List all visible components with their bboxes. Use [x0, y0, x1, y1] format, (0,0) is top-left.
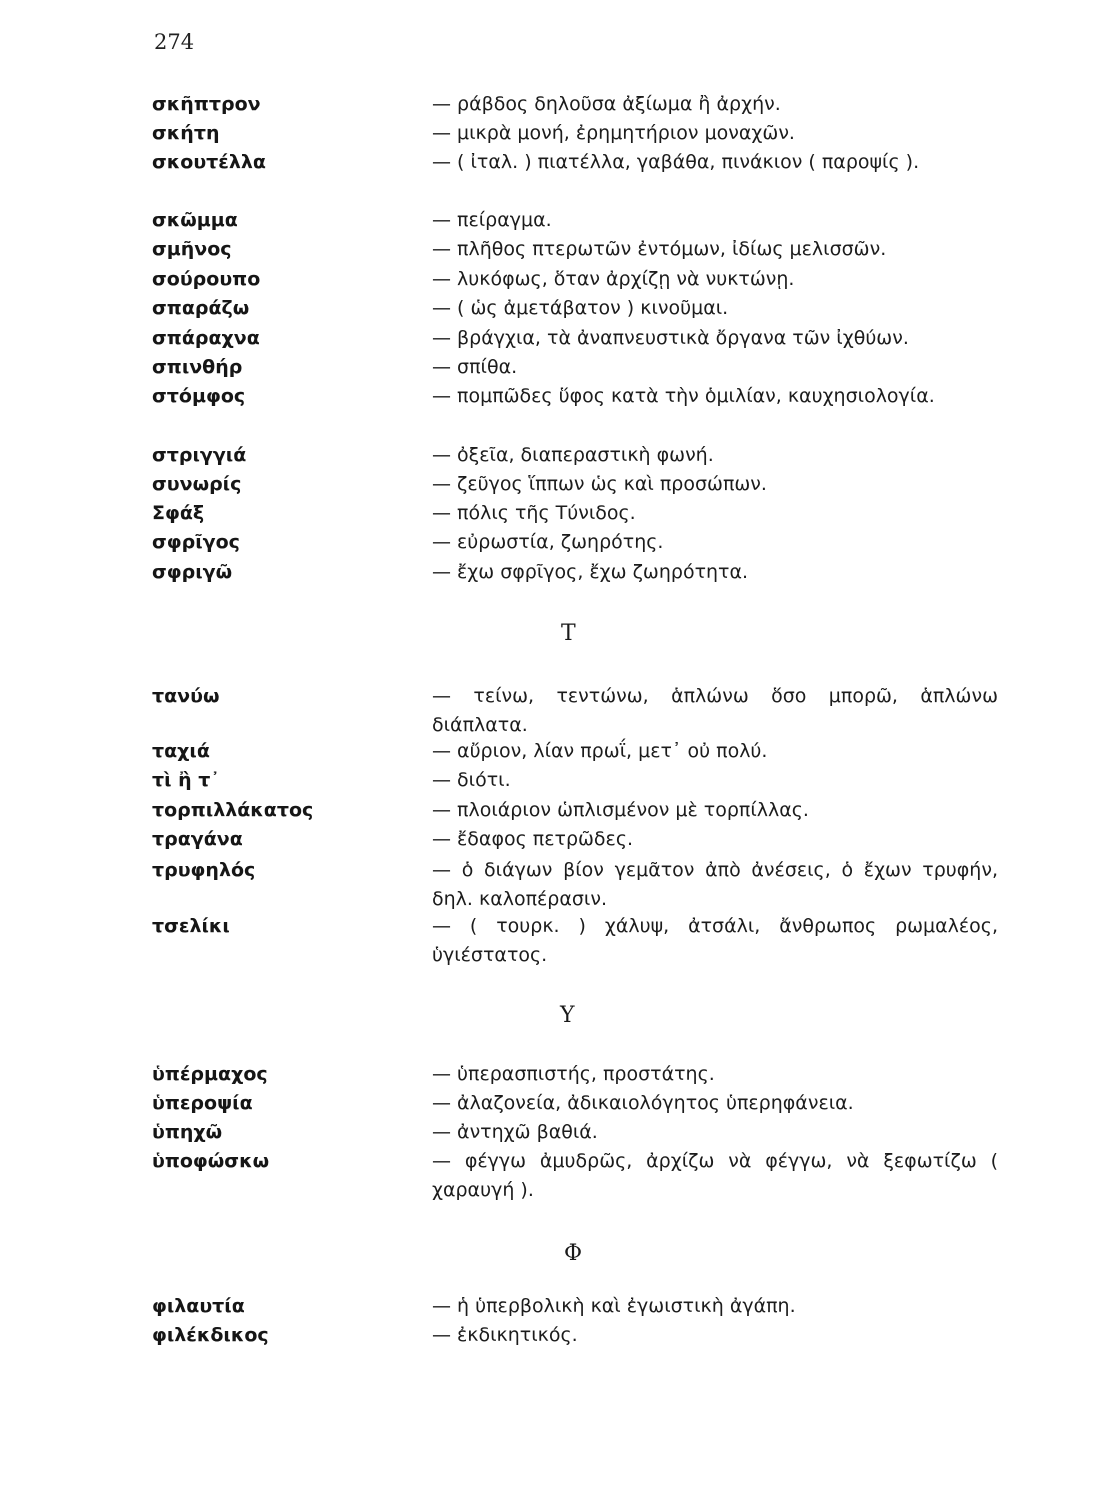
entry-definition: — εὐρωστία, ζωηρότης.: [432, 531, 664, 553]
entry-term: τρυφηλός: [152, 859, 256, 881]
entry-definition: — ἔχω σφρῖγος, ἔχω ζωηρότητα.: [432, 561, 749, 583]
entry-definition: — ἀλαζονεία, ἀδικαιολόγητος ὑπερηφάνεια.: [432, 1092, 854, 1114]
entry-term: ὑπηχῶ: [152, 1121, 223, 1143]
entry-definition: — σπίθα.: [432, 356, 518, 378]
entry-definition: — ἡ ὑπερβολικὴ καὶ ἐγωιστικὴ ἀγάπη.: [432, 1295, 796, 1317]
entry-definition: — μικρὰ μονή, ἐρημητήριον μοναχῶν.: [432, 122, 795, 144]
entry-definition: — ράβδος δηλοῦσα ἀξίωμα ἢ ἀρχήν.: [432, 93, 781, 115]
entry-definition: — πομπῶδες ὕφος κατὰ τὴν ὁμιλίαν, καυχησιολογία.: [432, 385, 935, 407]
entry-term: ὑποφώσκω: [152, 1150, 270, 1172]
entry-term: σκουτέλλα: [152, 151, 266, 173]
entry-term: φιλέκδικος: [152, 1324, 269, 1346]
entry-definition: — αὔριον, λίαν πρωΐ, μετ᾽ οὐ πολύ.: [432, 740, 768, 762]
entry-term: ταχιά: [152, 740, 210, 762]
entry-term: συνωρίς: [152, 473, 242, 495]
entry-term: σμῆνος: [152, 238, 232, 260]
entry-definition: — πλῆθος πτερωτῶν ἐντόμων, ἰδίως μελισσῶν.: [432, 238, 887, 260]
section-letter-phi: Φ: [564, 1241, 583, 1266]
entry-term: σπάραχνα: [152, 327, 260, 349]
section-letter-tau: Τ: [561, 621, 576, 646]
entry-term: φιλαυτία: [152, 1295, 245, 1317]
entry-definition: — διότι.: [432, 769, 511, 791]
section-letter-upsilon: Υ: [560, 1003, 575, 1028]
entry-term: τσελίκι: [152, 915, 230, 937]
entry-definition: — ὀξεῖα, διαπεραστικὴ φωνή.: [432, 444, 714, 466]
entry-term: ὑπεροψία: [152, 1092, 253, 1114]
entry-term: τανύω: [152, 685, 220, 707]
entry-term: ὑπέρμαχος: [152, 1063, 268, 1085]
entry-definition: — ὑπερασπιστής, προστάτης.: [432, 1063, 715, 1085]
entry-definition: — ( ὡς ἀμετάβατον ) κινοῦμαι.: [432, 297, 729, 319]
entry-term: Σφάξ: [152, 502, 205, 524]
entry-definition: — πλοιάριον ὡπλισμένον μὲ τορπίλλας.: [432, 799, 809, 821]
entry-term: τὶ ἢ τ᾽: [152, 769, 220, 791]
entry-definition: — φέγγω ἀμυδρῶς, ἀρχίζω νὰ φέγγω, νὰ ξεφωτίζω ( χαραυγή ).: [432, 1150, 998, 1201]
entry-definition: — βράγχια, τὰ ἀναπνευστικὰ ὄργανα τῶν ἰχθύων.: [432, 327, 909, 349]
entry-definition: — ( ἰταλ. ) πιατέλλα, γαβάθα, πινάκιον ( παροψίς ).: [432, 151, 920, 173]
entry-term: τορπιλλάκατος: [152, 799, 314, 821]
entry-definition: — ζεῦγος ἵππων ὡς καὶ προσώπων.: [432, 473, 767, 495]
entry-definition: — ἐκδικητικός.: [432, 1324, 578, 1346]
entry-term: τραγάνα: [152, 828, 243, 850]
entry-term: σφρῖγος: [152, 531, 240, 553]
entry-term: σκῶμμα: [152, 209, 238, 231]
entry-definition: — πόλις τῆς Τύνιδος.: [432, 502, 636, 524]
entry-definition: — ὁ διάγων βίον γεμᾶτον ἀπὸ ἀνέσεις, ὁ ἔχων τρυφήν, δηλ. καλοπέρασιν.: [432, 859, 998, 910]
entry-definition: — ἔδαφος πετρῶδες.: [432, 828, 634, 850]
entry-term: σούρουπο: [152, 268, 261, 290]
entry-definition: — λυκόφως, ὅταν ἀρχίζῃ νὰ νυκτώνῃ.: [432, 268, 795, 290]
entry-term: στόμφος: [152, 385, 246, 407]
entry-term: σκήτη: [152, 122, 220, 144]
entry-term: στριγγιά: [152, 444, 247, 466]
entry-definition: — ( τουρκ. ) χάλυψ, ἀτσάλι, ἄνθρωπος ρωμαλέος, ὑγιέστατος.: [432, 915, 998, 966]
entry-definition: — ἀντηχῶ βαθιά.: [432, 1121, 598, 1143]
entry-term: σφριγῶ: [152, 561, 233, 583]
entry-term: σκῆπτρον: [152, 93, 261, 115]
entry-term: σπινθήρ: [152, 356, 243, 378]
entry-term: σπαράζω: [152, 297, 250, 319]
entry-definition: — τείνω, τεντώνω, ἁπλώνω ὅσο μπορῶ, ἁπλώνω διάπλατα.: [432, 685, 998, 736]
page-number: 274: [154, 30, 195, 54]
entry-definition: — πείραγμα.: [432, 209, 552, 231]
